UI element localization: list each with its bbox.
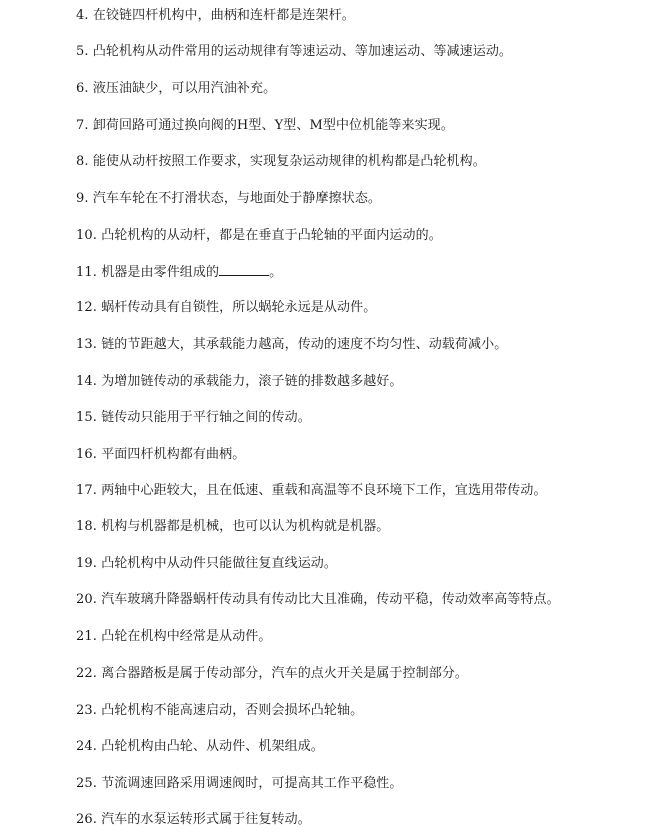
question-item-19: 19. 凸轮机构中从动件只能做往复直线运动。 — [76, 556, 338, 571]
question-item-24: 24. 凸轮机构由凸轮、从动件、机架组成。 — [76, 739, 324, 754]
question-item-26: 26. 汽车的水泵运转形式属于往复转动。 — [76, 812, 311, 827]
question-item-10: 10. 凸轮机构的从动杆，都是在垂直于凸轮轴的平面内运动的。 — [76, 228, 442, 243]
question-item-11-text: 11. 机器是由零件组成的 — [76, 265, 220, 280]
question-item-11-suffix: 。 — [269, 265, 283, 280]
question-item-18: 18. 机构与机器都是机械，也可以认为机构就是机器。 — [76, 519, 390, 534]
answer-blank — [219, 263, 269, 276]
question-item-5: 5. 凸轮机构从动件常用的运动规律有等速运动、等加速运动、等减速运动。 — [76, 44, 513, 59]
question-item-6: 6. 液压油缺少，可以用汽油补充。 — [76, 81, 277, 96]
question-item-12: 12. 蜗杆传动具有自锁性，所以蜗轮永远是从动件。 — [76, 300, 377, 315]
question-item-25: 25. 节流调速回路采用调速阀时，可提高其工作平稳性。 — [76, 776, 403, 791]
question-item-7: 7. 卸荷回路可通过换向阀的H型、Y型、M型中位机能等来实现。 — [76, 118, 454, 133]
question-item-8: 8. 能使从动杆按照工作要求，实现复杂运动规律的机构都是凸轮机构。 — [76, 154, 486, 169]
question-item-20: 20. 汽车玻璃升降器蜗杆传动具有传动比大且准确，传动平稳，传动效率高等特点。 — [76, 592, 560, 607]
question-item-16: 16. 平面四杆机构都有曲柄。 — [76, 447, 246, 462]
question-item-17: 17. 两轴中心距较大，且在低速、重载和高温等不良环境下工作，宜选用带传动。 — [76, 483, 547, 498]
question-item-14: 14. 为增加链传动的承载能力，滚子链的排数越多越好。 — [76, 374, 403, 389]
question-item-15: 15. 链传动只能用于平行轴之间的传动。 — [76, 410, 311, 425]
question-item-21: 21. 凸轮在机构中经常是从动件。 — [76, 629, 272, 644]
question-item-11 — [76, 263, 652, 282]
question-item-13: 13. 链的节距越大，其承载能力越高，传动的速度不均匀性、动载荷减小。 — [76, 337, 508, 352]
question-item-4: 4. 在铰链四杆机构中，曲柄和连杆都是连架杆。 — [76, 8, 355, 23]
question-item-23: 23. 凸轮机构不能高速启动，否则会损坏凸轮轴。 — [76, 703, 364, 718]
question-item-9: 9. 汽车车轮在不打滑状态，与地面处于静摩擦状态。 — [76, 191, 382, 206]
question-item-22: 22. 离合器踏板是属于传动部分，汽车的点火开关是属于控制部分。 — [76, 666, 469, 681]
